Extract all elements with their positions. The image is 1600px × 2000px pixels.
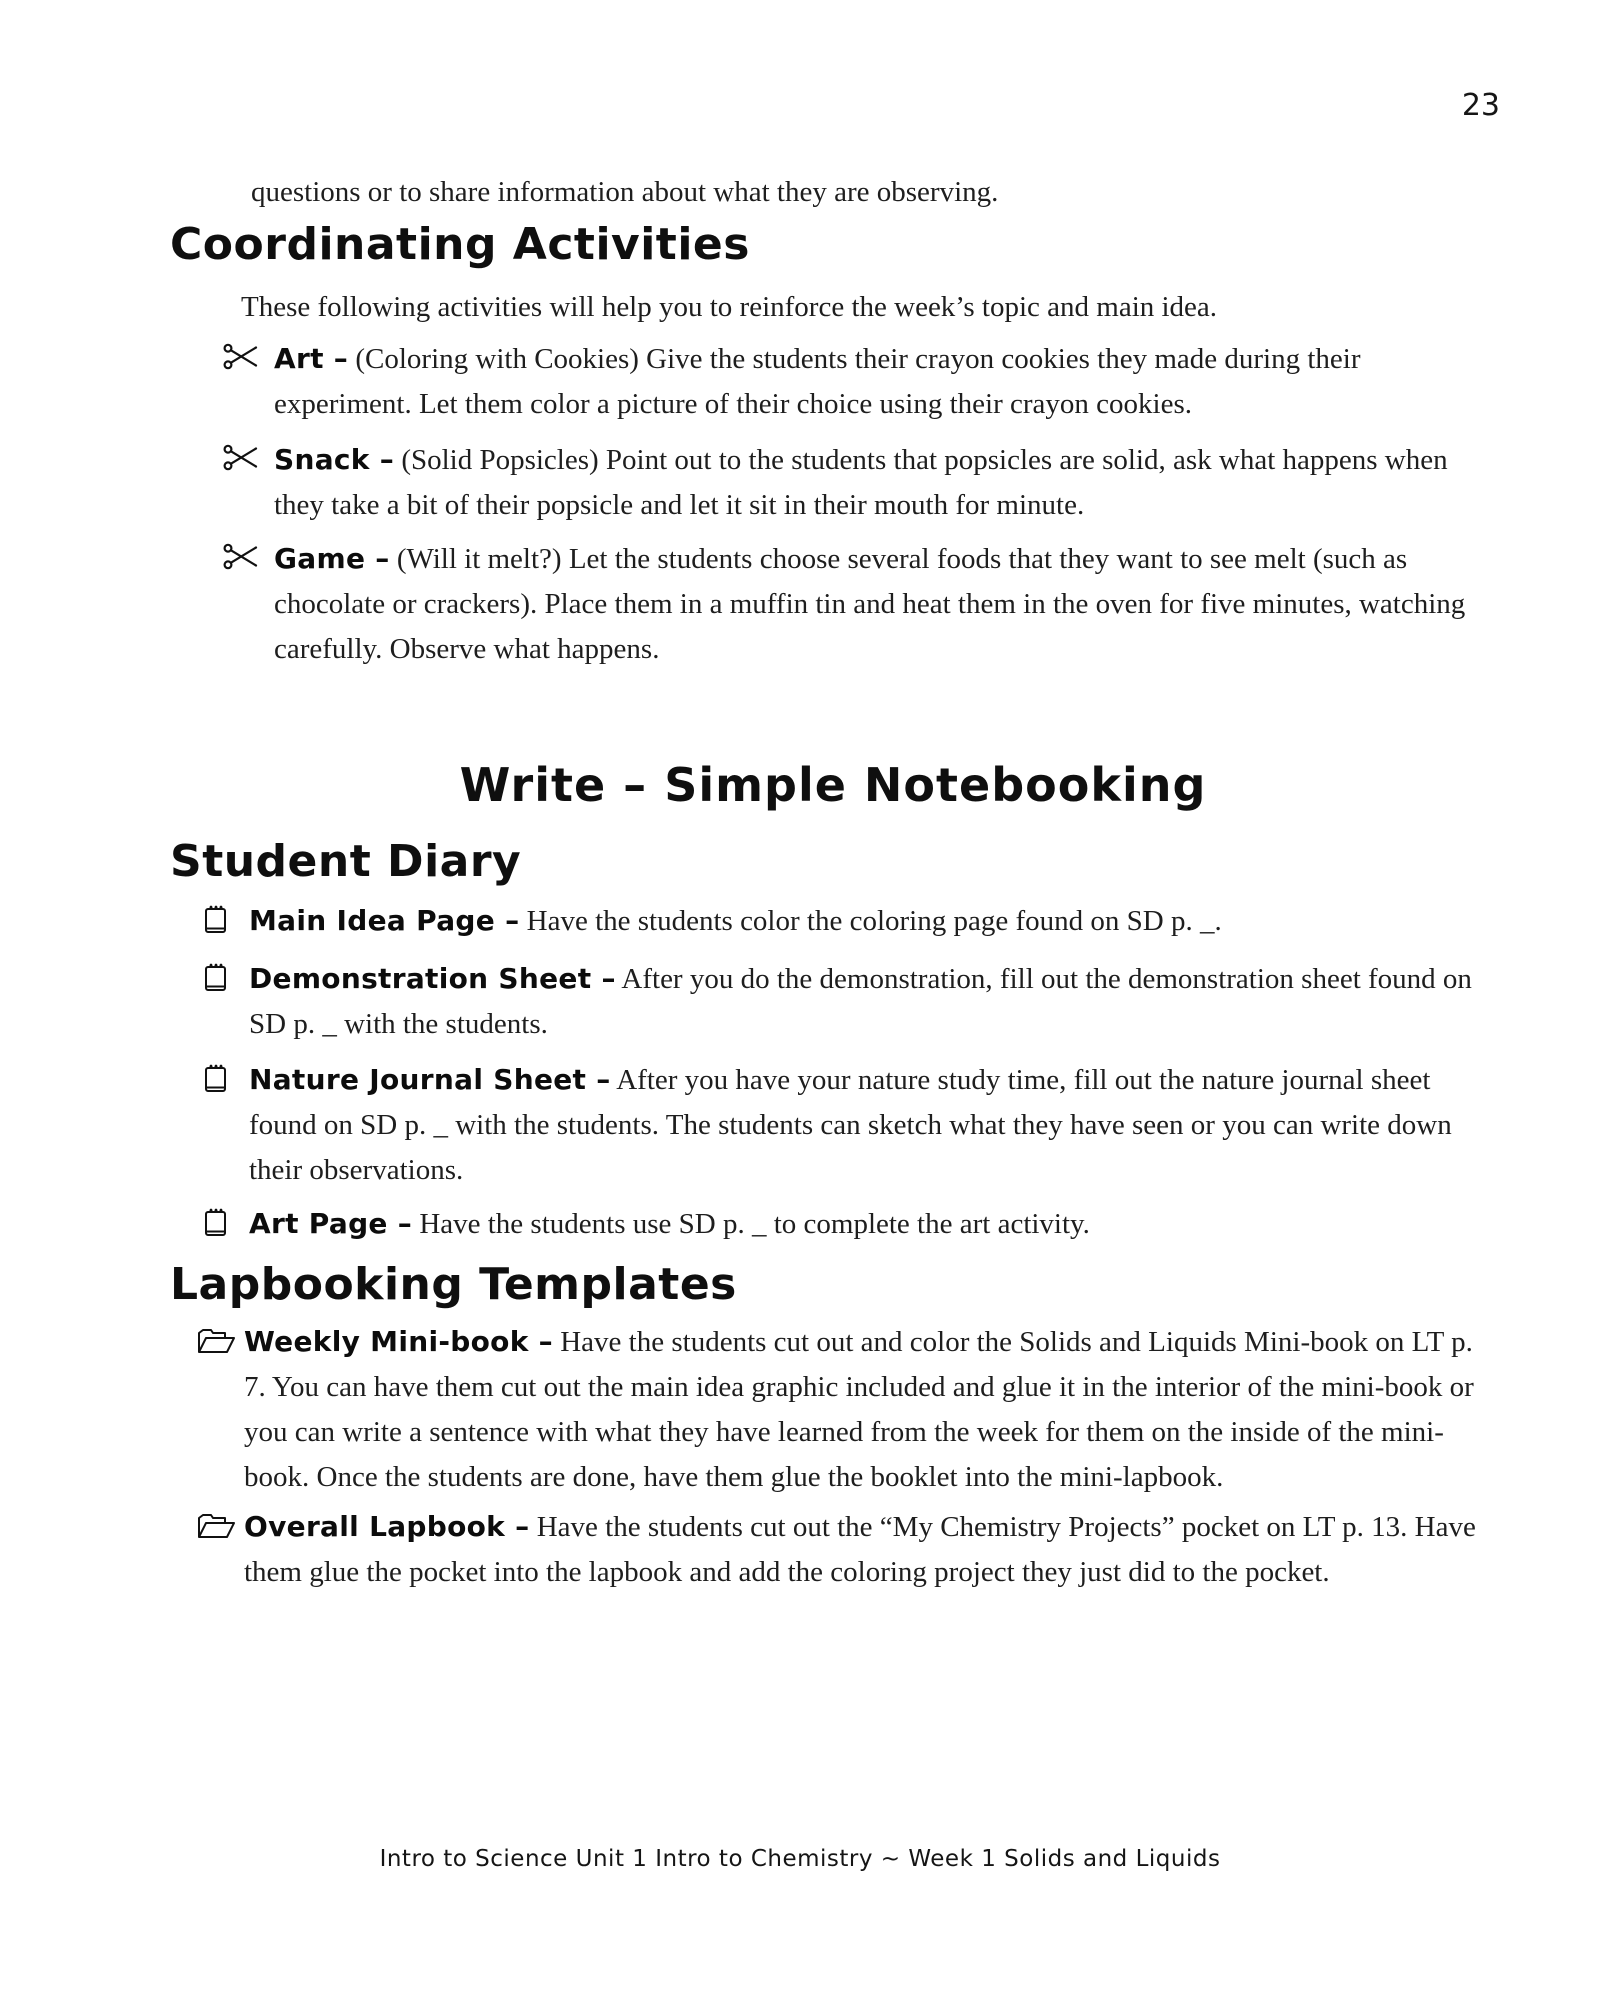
diary-item-label: Demonstration Sheet – <box>249 962 616 995</box>
lapbooking-templates-heading: Lapbooking Templates <box>170 1259 737 1310</box>
diary-item-label: Nature Journal Sheet – <box>249 1063 611 1096</box>
diary-item-label: Art Page – <box>249 1207 413 1240</box>
activity-item-snack <box>170 437 1496 528</box>
diary-item-text: Have the students color the coloring page found on SD p. _. <box>526 905 1222 937</box>
diary-item-text: After you have your nature study time, fill out the nature journal sheet found on SD p. _ with the students. The students can sketch what they have seen or you can write down their observations. <box>249 1064 1452 1186</box>
activity-item-art <box>170 336 1496 427</box>
notepad-icon <box>203 902 228 936</box>
diary-item-nature-journal-sheet <box>170 1057 1496 1193</box>
diary-item-text: After you do the demonstration, fill out the demonstration sheet found on SD p. _ with the students. <box>249 963 1472 1040</box>
activity-label: Art – <box>274 342 349 375</box>
activity-text: (Coloring with Cookies) Give the students their crayon cookies they made during their experiment. Let them color a picture of their choice using their crayon cookies. <box>274 343 1361 420</box>
open-folder-icon <box>196 1512 236 1540</box>
lapbook-item-text: Have the students cut out and color the Solids and Liquids Mini-book on LT p. 7. You can have them cut out the main idea graphic included and glue it in the interior of the mini-book or you can write a sentence with what they have learned from the week for them on the inside of the mini-book. Once the students are done, have them glue the booklet into the mini-lapbook. <box>244 1326 1474 1493</box>
page-number: 23 <box>1461 88 1500 123</box>
diary-item-art-page <box>170 1201 1496 1247</box>
coordinating-intro-text: These following activities will help you to reinforce the week’s topic and main idea. <box>241 291 1218 323</box>
activity-label: Game – <box>274 542 390 575</box>
student-diary-heading: Student Diary <box>170 836 522 887</box>
activity-label: Snack – <box>274 443 395 476</box>
scissors-icon <box>223 444 259 471</box>
page-footer: Intro to Science Unit 1 Intro to Chemistry ~ Week 1 Solids and Liquids <box>379 1846 1221 1872</box>
scissors-icon <box>223 343 259 370</box>
notepad-icon <box>203 960 228 994</box>
activity-item-game <box>170 536 1496 672</box>
notepad-icon <box>203 1205 228 1239</box>
write-section-title: Write – Simple Notebooking <box>459 758 1207 812</box>
diary-item-demonstration-sheet <box>170 956 1496 1047</box>
carryover-paragraph-line: questions or to share information about what they are observing. <box>251 176 999 208</box>
lapbook-item-label: Overall Lapbook – <box>244 1510 530 1543</box>
diary-item-main-idea-page <box>170 898 1496 944</box>
lapbook-item-text: Have the students cut out the “My Chemistry Projects” pocket on LT p. 13. Have them glue the pocket into the lapbook and add the coloring project they just did to the pocket. <box>244 1511 1476 1588</box>
coordinating-activities-heading: Coordinating Activities <box>170 219 750 270</box>
diary-item-label: Main Idea Page – <box>249 904 520 937</box>
activity-text: (Will it melt?) Let the students choose several foods that they want to see melt (such as chocolate or crackers). Place them in a muffin tin and heat them in the oven for five minutes, watching carefully. Observe what happens. <box>274 543 1466 665</box>
lapbook-item-label: Weekly Mini-book – <box>244 1325 553 1358</box>
lapbook-item-overall-lapbook <box>170 1504 1496 1595</box>
diary-item-text: Have the students use SD p. _ to complete the art activity. <box>419 1208 1090 1240</box>
open-folder-icon <box>196 1327 236 1355</box>
lapbook-item-weekly-mini-book <box>170 1319 1496 1500</box>
activity-text: (Solid Popsicles) Point out to the students that popsicles are solid, ask what happens when they take a bit of their popsicle and let it sit in their mouth for minute. <box>274 444 1448 521</box>
scissors-icon <box>223 543 259 570</box>
notepad-icon <box>203 1061 228 1095</box>
